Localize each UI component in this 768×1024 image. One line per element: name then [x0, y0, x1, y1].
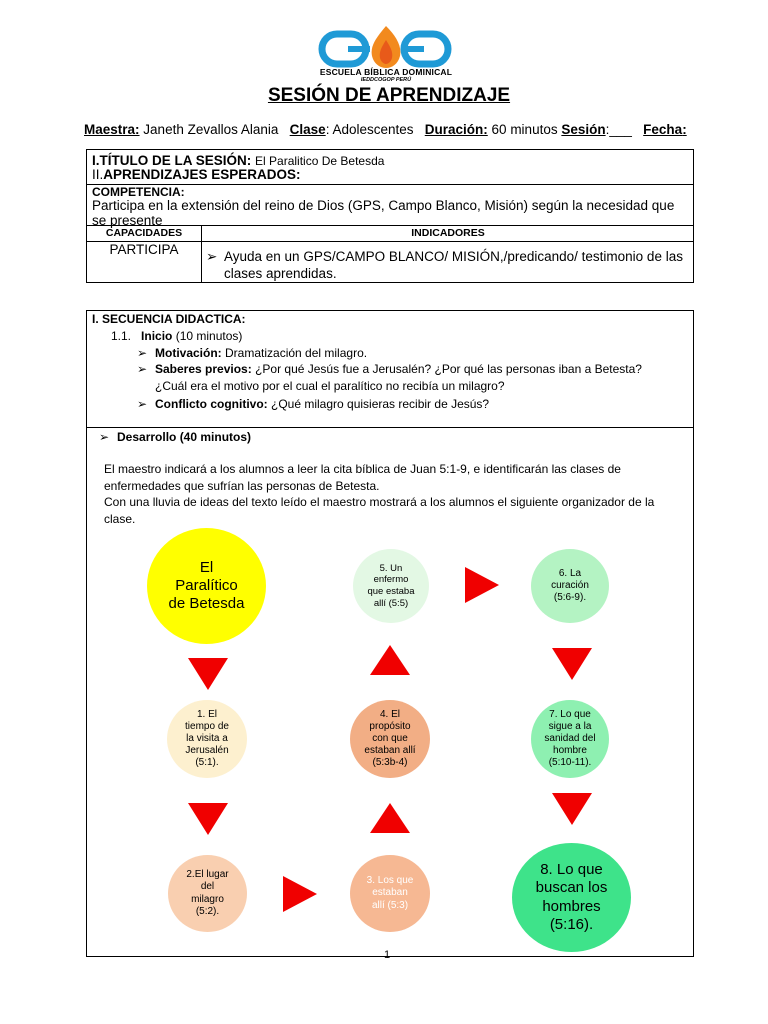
item-text: ¿Por qué Jesús fue a Jerusalén? ¿Por qué las personas iban a Betesta? — [255, 362, 642, 376]
arrow-bullet-icon: ➢ — [137, 397, 148, 411]
divider — [87, 427, 693, 428]
titulo-label: I.TÍTULO DE LA SESIÓN: — [92, 153, 252, 168]
inicio-label: Inicio — [141, 329, 173, 343]
saberes-item-cont — [155, 379, 505, 393]
page-title: SESIÓN DE APRENDIZAJE — [267, 85, 511, 106]
center-circle — [147, 528, 266, 644]
circle-7 — [531, 700, 609, 778]
arrow-right-icon — [465, 567, 499, 603]
aprendizajes-row — [92, 167, 301, 182]
arrow-up-icon — [370, 645, 410, 675]
fecha-label: Fecha — [643, 122, 683, 137]
arrow-down-icon — [552, 793, 592, 825]
circle-4-text: 4. El propósito con que estaban allí (5:3b-4) — [364, 708, 416, 769]
item-label: Conflicto cognitivo: — [155, 397, 268, 411]
circle-4 — [350, 700, 430, 778]
arrow-right-icon — [283, 876, 317, 912]
inicio-num: 1.1. — [111, 329, 132, 343]
inicio-time: (10 minutos) — [175, 329, 243, 343]
p2-line2: clase. — [104, 512, 136, 526]
arrow-down-icon — [188, 658, 228, 690]
arrow-down-icon — [552, 648, 592, 680]
duracion-value: 60 minutos — [491, 122, 558, 137]
arrow-bullet-icon: ➢ — [206, 249, 218, 264]
maestra-label: Maestra: — [84, 122, 140, 137]
item-text: Dramatización del milagro. — [225, 346, 368, 360]
indicador-line2: clases aprendidas. — [224, 266, 337, 281]
circle-1-text: 1. El tiempo de la visita a Jerusalén (5:1). — [185, 708, 229, 769]
arrow-bullet-icon: ➢ — [99, 430, 110, 444]
session-info-line — [84, 122, 687, 137]
titulo-value: El Paralitico De Betesda — [255, 154, 385, 168]
clase-value: : Adolescentes — [325, 122, 414, 137]
fecha-value: : — [682, 122, 687, 137]
p2-line1: Con una lluvia de ideas del texto leído el maestro mostrará a los alumnos el siguiente organizador de la — [104, 495, 655, 509]
divider — [87, 225, 693, 226]
aprendizajes-label: APRENDIZAJES ESPERADOS: — [103, 167, 301, 182]
circle-5-text: 5. Un enfermo que estaba allí (5:5) — [367, 562, 415, 609]
circle-2 — [168, 855, 247, 932]
circle-2-text: 2.El lugar del milagro (5:2). — [186, 869, 229, 917]
desarrollo-paragraph2 — [104, 494, 694, 528]
desarrollo-row — [99, 430, 251, 444]
circle-7-text: 7. Lo que sigue a la sanidad del hombre (5:10-11). — [544, 708, 596, 769]
circle-8 — [512, 843, 631, 952]
item-text: ¿Cuál era el motivo por el cual el paralítico no recibía un milagro? — [155, 379, 505, 393]
saberes-item — [137, 362, 642, 376]
motivacion-item — [137, 346, 367, 360]
session-header-table — [86, 149, 694, 283]
aprendizajes-prefix: II. — [92, 167, 104, 182]
circle-6 — [531, 549, 609, 623]
circle-8-text: 8. Lo que buscan los hombres (5:16). — [535, 860, 608, 933]
logo-school-name: ESCUELA BÍBLICA DOMINICAL — [319, 67, 453, 77]
item-label: Motivación: — [155, 346, 222, 360]
arrow-up-icon — [370, 803, 410, 833]
competencia-label: COMPETENCIA: — [92, 185, 185, 199]
circle-6-text: 6. La curación (5:6-9). — [551, 567, 589, 604]
p1-line1: El maestro indicará a los alumnos a leer la cita bíblica de Juan 5:1-9, e identificarán las clases de — [104, 462, 621, 476]
center-text: El Paralítico de Betesda — [168, 558, 245, 613]
clase-label: Clase — [289, 122, 326, 137]
sesion-label: Sesión — [561, 122, 606, 137]
page-number: 1 — [384, 949, 391, 961]
arrow-bullet-icon: ➢ — [137, 346, 148, 360]
circle-3-text: 3. Los que estaban allí (5:3) — [366, 875, 414, 911]
inicio-row — [111, 329, 242, 343]
conflicto-item — [137, 397, 489, 411]
p1-line2: enfermedades que sufrían las personas de Betesta. — [104, 479, 380, 493]
arrow-bullet-icon: ➢ — [137, 362, 148, 376]
arrow-down-icon — [188, 803, 228, 835]
desarrollo-paragraph1 — [104, 461, 694, 495]
item-text: ¿Qué milagro quisieras recibir de Jesús? — [271, 397, 490, 411]
duracion-label: Duración: — [424, 122, 488, 137]
col-capacidades: CAPACIDADES — [105, 227, 183, 239]
circle-5 — [353, 549, 429, 623]
circle-1 — [167, 700, 247, 778]
circle-3 — [350, 855, 430, 932]
desarrollo-label: Desarrollo (40 minutos) — [117, 430, 252, 444]
titulo-row — [92, 153, 384, 168]
secuencia-heading: I. SECUENCIA DIDACTICA: — [92, 312, 246, 326]
col-indicadores: INDICADORES — [411, 227, 485, 239]
item-label: Saberes previos: — [155, 362, 252, 376]
indicador-cell — [206, 248, 686, 282]
logo-subtitle: IEDDCOGOP PERÚ — [360, 77, 412, 83]
capacidad-value: PARTICIPA — [109, 242, 179, 257]
sesion-value: :___ — [605, 122, 632, 137]
maestra-value: Janeth Zevallos Alania — [143, 122, 279, 137]
competencia-text: Participa en la extensión del reino de Dios (GPS, Campo Blanco, Misión) según la necesidad que se presente — [92, 198, 675, 228]
indicador-line1: Ayuda en un GPS/CAMPO BLANCO/ MISIÓN,/predicando/ testimonio de las — [224, 249, 683, 264]
